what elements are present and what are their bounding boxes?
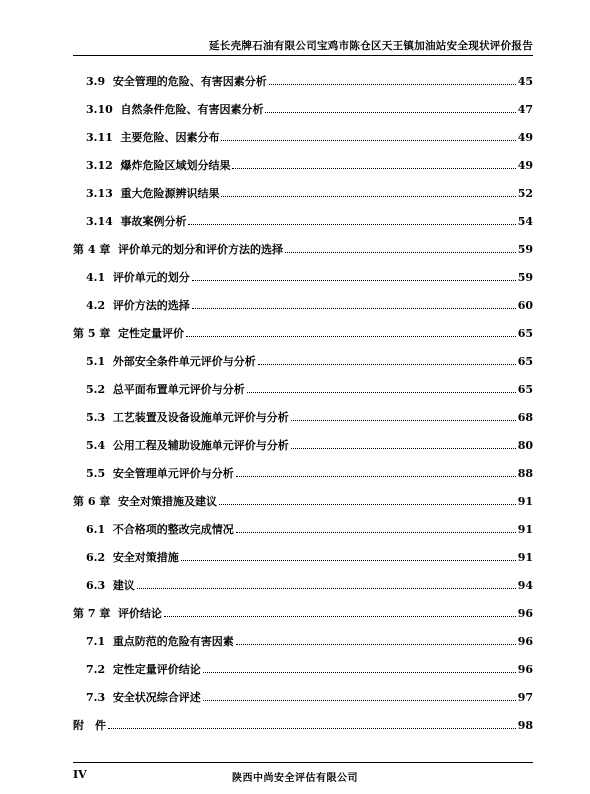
toc-entry-title: 工艺装置及设备设施单元评价与分析 — [112, 411, 289, 424]
toc-entry-number: 5.4 — [86, 439, 106, 452]
footer-rule — [73, 762, 533, 763]
toc-entry-title: 主要危险、因素分布 — [120, 131, 220, 144]
page-header-title: 延长壳牌石油有限公司宝鸡市陈仓区天王镇加油站安全现状评价报告 — [209, 40, 533, 52]
toc-entry-number: 5.1 — [86, 355, 106, 368]
toc-entry-page: 68 — [517, 411, 533, 424]
toc-entry[interactable] — [0, 74, 590, 88]
toc-entry-page: 94 — [517, 579, 533, 592]
toc-entry-title: 爆炸危险区域划分结果 — [120, 159, 231, 172]
toc-dot-leader — [291, 448, 516, 449]
toc-entry-text — [0, 187, 219, 200]
toc-entry-number: 3.13 — [86, 187, 113, 200]
toc-entry-title: 安全对策措施及建议 — [118, 495, 217, 508]
toc-entry[interactable] — [0, 214, 590, 228]
toc-entry-number: 4.1 — [86, 271, 106, 284]
toc-entry-page: 45 — [517, 75, 533, 88]
toc-entry-text — [0, 691, 201, 704]
toc-entry-text — [0, 607, 162, 620]
toc-entry[interactable] — [0, 494, 590, 508]
toc-entry[interactable] — [0, 382, 590, 396]
toc-entry-text — [0, 467, 234, 480]
toc-dot-leader — [285, 252, 516, 253]
toc-entry-page: 47 — [517, 103, 533, 116]
toc-entry-page: 80 — [517, 439, 533, 452]
toc-entry-number: 3.12 — [86, 159, 113, 172]
toc-dot-leader — [236, 476, 516, 477]
toc-entry-title: 建议 — [112, 579, 135, 592]
toc-dot-leader — [236, 532, 516, 533]
toc-entry-text — [0, 75, 267, 88]
toc-entry-number: 4.2 — [86, 299, 106, 312]
toc-entry-title: 安全管理单元评价与分析 — [112, 467, 234, 480]
toc-dot-leader — [203, 672, 516, 673]
toc-entry-text — [0, 495, 217, 508]
toc-entry[interactable] — [0, 242, 590, 256]
toc-entry[interactable] — [0, 466, 590, 480]
toc-entry-page: 59 — [517, 271, 533, 284]
toc-entry-title: 重点防范的危险有害因素 — [112, 635, 234, 648]
toc-entry-number: 6.1 — [86, 523, 106, 536]
toc-entry-page: 65 — [517, 383, 533, 396]
toc-entry[interactable] — [0, 662, 590, 676]
toc-dot-leader — [232, 168, 515, 169]
toc-entry[interactable] — [0, 326, 590, 340]
toc-entry-page: 96 — [517, 607, 533, 620]
toc-entry-number: 第 4 章 — [73, 243, 111, 256]
toc-entry[interactable] — [0, 298, 590, 312]
toc-entry-page: 52 — [517, 187, 533, 200]
toc-entry-text — [0, 271, 190, 284]
toc-entry-title: 定性定量评价 — [118, 327, 184, 340]
toc-entry-number: 7.1 — [86, 635, 106, 648]
toc-dot-leader — [164, 616, 516, 617]
toc-dot-leader — [188, 224, 515, 225]
toc-entry-page: 97 — [517, 691, 533, 704]
toc-entry-number: 第 5 章 — [73, 327, 111, 340]
footer-page-number: IV — [73, 768, 87, 781]
toc-entry[interactable] — [0, 634, 590, 648]
toc-entry-text — [0, 131, 219, 144]
toc-entry-number: 附 件 — [73, 719, 106, 732]
toc-dot-leader — [291, 420, 516, 421]
toc-entry[interactable] — [0, 550, 590, 564]
toc-entry-text — [0, 103, 263, 116]
toc-entry-page: 49 — [517, 159, 533, 172]
toc-entry-number: 3.11 — [86, 131, 113, 144]
toc-entry-text — [0, 299, 190, 312]
toc-dot-leader — [258, 364, 516, 365]
toc-entry[interactable] — [0, 130, 590, 144]
toc-entry[interactable] — [0, 438, 590, 452]
toc-dot-leader — [186, 336, 516, 337]
toc-entry[interactable] — [0, 718, 590, 732]
toc-entry-number: 7.3 — [86, 691, 106, 704]
toc-dot-leader — [137, 588, 516, 589]
toc-dot-leader — [219, 504, 516, 505]
toc-entry-number: 6.2 — [86, 551, 106, 564]
toc-entry-page: 54 — [517, 215, 533, 228]
toc-entry[interactable] — [0, 410, 590, 424]
footer-company: 陕西中尚安全评估有限公司 — [232, 773, 358, 784]
toc-entry-title: 总平面布置单元评价与分析 — [112, 383, 245, 396]
toc-entry-page: 96 — [517, 635, 533, 648]
toc-dot-leader — [221, 140, 515, 141]
toc-entry-title: 公用工程及辅助设施单元评价与分析 — [112, 439, 289, 452]
toc-dot-leader — [181, 560, 516, 561]
toc-entry-page: 49 — [517, 131, 533, 144]
toc-entry-text — [0, 411, 289, 424]
toc-entry-text — [0, 579, 135, 592]
toc-entry-page: 91 — [517, 523, 533, 536]
toc-entry[interactable] — [0, 102, 590, 116]
toc-dot-leader — [247, 392, 516, 393]
toc-entry-title: 不合格项的整改完成情况 — [112, 523, 234, 536]
toc-entry-text — [0, 719, 106, 732]
toc-entry-number: 第 6 章 — [73, 495, 111, 508]
toc-entry-number: 5.3 — [86, 411, 106, 424]
toc-entry-title: 安全管理的危险、有害因素分析 — [112, 75, 267, 88]
toc-entry-number: 3.9 — [86, 75, 106, 88]
toc-entry-title: 安全状况综合评述 — [112, 691, 201, 704]
toc-entry-page: 59 — [517, 243, 533, 256]
toc-entry-text — [0, 355, 256, 368]
toc-entry[interactable] — [0, 186, 590, 200]
toc-entry-title: 评价方法的选择 — [112, 299, 190, 312]
toc-entry[interactable] — [0, 522, 590, 536]
toc-entry-title: 安全对策措施 — [112, 551, 179, 564]
toc-dot-leader — [221, 196, 515, 197]
toc-entry-page: 96 — [517, 663, 533, 676]
toc-entry-text — [0, 243, 283, 256]
toc-entry-text — [0, 523, 234, 536]
toc-entry-number: 第 7 章 — [73, 607, 111, 620]
toc-dot-leader — [203, 700, 516, 701]
toc-dot-leader — [265, 112, 515, 113]
toc-entry-title: 定性定量评价结论 — [112, 663, 201, 676]
toc-entry-page: 88 — [517, 467, 533, 480]
toc-entry-text — [0, 663, 201, 676]
toc-entry-text — [0, 327, 184, 340]
toc-entry-text — [0, 439, 289, 452]
toc-entry-page: 60 — [517, 299, 533, 312]
toc-entry-text — [0, 383, 245, 396]
toc-entry[interactable] — [0, 690, 590, 704]
toc-entry[interactable] — [0, 578, 590, 592]
toc-entry-page: 65 — [517, 355, 533, 368]
toc-entry[interactable] — [0, 270, 590, 284]
toc-entry-text — [0, 159, 230, 172]
toc-entry-title: 自然条件危险、有害因素分析 — [120, 103, 264, 116]
toc-entry-page: 65 — [517, 327, 533, 340]
toc-entry-title: 事故案例分析 — [120, 215, 187, 228]
toc-entry-page: 91 — [517, 495, 533, 508]
toc-entry-number: 6.3 — [86, 579, 106, 592]
toc-entry-text — [0, 551, 179, 564]
toc-entry-number: 3.14 — [86, 215, 113, 228]
toc-entry-page: 91 — [517, 551, 533, 564]
toc-entry-title: 评价单元的划分和评价方法的选择 — [118, 243, 283, 256]
toc-dot-leader — [192, 280, 516, 281]
toc-entry[interactable] — [0, 606, 590, 620]
toc-entry-title: 评价结论 — [118, 607, 162, 620]
toc-entry-number: 5.5 — [86, 467, 106, 480]
toc-entry-page: 98 — [517, 719, 533, 732]
toc-entry-title: 评价单元的划分 — [112, 271, 190, 284]
toc-entry-text — [0, 215, 186, 228]
toc-dot-leader — [236, 644, 516, 645]
toc-dot-leader — [269, 84, 516, 85]
toc-dot-leader — [108, 728, 516, 729]
toc-entry[interactable] — [0, 158, 590, 172]
toc-entry-number: 5.2 — [86, 383, 106, 396]
toc-entry-title: 重大危险源辨识结果 — [120, 187, 220, 200]
toc-entry-number: 7.2 — [86, 663, 106, 676]
toc-dot-leader — [192, 308, 516, 309]
toc-entry-title: 外部安全条件单元评价与分析 — [112, 355, 256, 368]
toc-entry-text — [0, 635, 234, 648]
toc-entry[interactable] — [0, 354, 590, 368]
toc-entry-number: 3.10 — [86, 103, 113, 116]
